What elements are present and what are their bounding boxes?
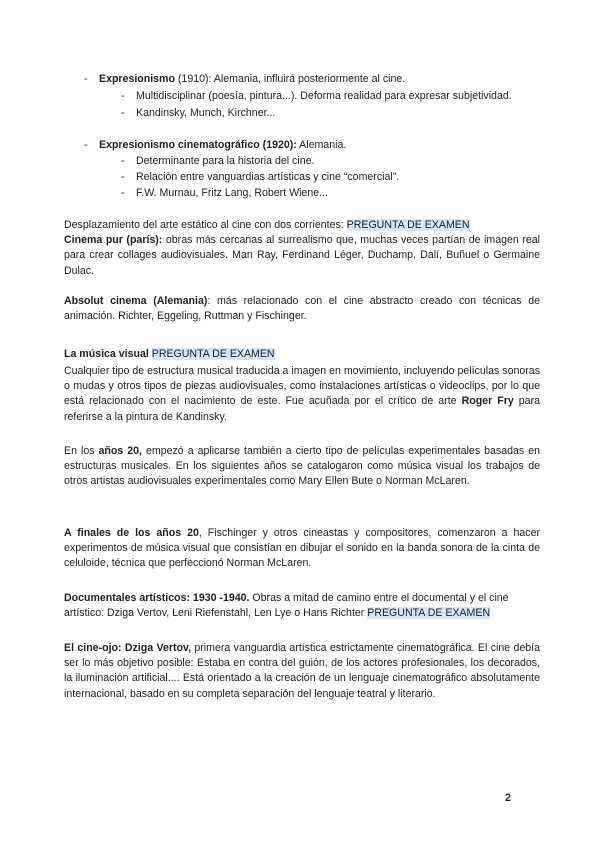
sub-item-text: Relación entre vanguardias artísticas y cine “comercial”. [136, 171, 400, 183]
paragraph-absolut-cinema [64, 294, 540, 324]
expresionismo-title: Expresionismo [99, 73, 175, 85]
paragraph-cine-ojo: El cine-ojo: Dziga Vertov, primera vanguardia artística estrictamente cinematográfica. El cine debía ser lo más objetivo posible: Estaba en contra del guión, de los actores profesionales, los decorados, la iluminación artificial.... Está orientado a la creación de un lenguaje cinematográfico absolutamente internacional, basado en su completa separación del lenguaje teatral y literario. [64, 642, 540, 700]
paragraph-anos-20: En los años 20, empezó a aplicarse también a cierto tipo de películas experimentales basadas en estructuras musicales. En los siguientes años se catalogaron como música visual los trabajos de otros artistas audiovisuales experimentales como Mary Ellen Bute o Norman McLaren. [64, 445, 540, 488]
list-dash: - [84, 73, 88, 85]
expresionismo-cine-title: Expresionismo cinematográfico (1920): [99, 139, 297, 151]
musica-visual-heading: La música visual [64, 348, 149, 360]
sub-item-text: F.W. Murnau, Fritz Lang, Robert Wiene... [136, 187, 328, 199]
paragraph-finales-20: A finales de los años 20, Fischinger y otros cineastas y compositores, comenzaron a hacer experimentos de música visual que consistían en dibujar el sonido en la banda sonora de la cinta de celuloide, técnica que perfeccionó Norman McLaren. [64, 527, 540, 570]
documentales-bold: Documentales artísticos: 1930 -1940. [64, 592, 250, 604]
desplazamiento-text: Desplazamiento del arte estático al cine con dos corrientes: [64, 219, 347, 231]
paragraph-documentales: Documentales artísticos: 1930 -1940. Obras a mitad de camino entre el documental y el cine artístico: Dziga Vertov, Leni Riefenstahl, Len Lye o Hans Richter PREGUNTA DE EXAMEN [64, 592, 509, 620]
finales-20-bold: A finales de los años 20 [64, 527, 199, 539]
paragraph-musica-visual: Cualquier tipo de estructura musical traducida a imagen en movimiento, incluyendo películas sonoras o mudas y otros tipos de piezas audiovisuales, como instalaciones artísticas o videoclips, por lo que está relacionado con el nacimiento de este. Fue acuñada por el crítico de arte Roger Fry para referirse a la pintura de Kandinsky. [64, 365, 540, 423]
exam-tag: PREGUNTA DE EXAMEN [367, 607, 491, 620]
sub-item-text: Determinante para la historia del cine. [136, 155, 315, 167]
heading-musica-visual [64, 347, 540, 362]
exam-tag: PREGUNTA DE EXAMEN [346, 219, 470, 231]
page-number: 2 [505, 792, 511, 804]
sub-item-text: Kandinsky, Munch, Kirchner... [136, 107, 276, 119]
cinema-pur-title: Cinema pur (parís): [64, 234, 163, 247]
cinema-pur-text: obras más cercanas al surrealismo que, muchas veces partían de imagen real para crear collages audiovisuales. Man Ray, Ferdinand Léger, Duchamp, Dalí, Buñuel o Germaine Dulac. [64, 234, 541, 277]
document-page: - Expresionismo (1910): Alemania, influirá posteriormente al cine. - Multidisciplinar (poesía, pintura...). Deforma realidad para expresar subjetividad. - Kandinsky, Munch, Kirchner... - Expresionismo cinematográfico (1920): Alemania. - Determinante para la historia del cine. - Relación entre vanguardias artísticas y cine “comercial”. - F.W. Murnau, Fritz Lang, Robert Wiene... Desplazamiento del arte estático al cine con dos corrientes: PREGUNTA DE EXAMEN Cinema pur (parís): obras más cercanas al surrealismo que, muchas veces partían de imagen real para crear collages audiovisuales. Man Ray, Ferdinand Léger, Duchamp, Dalí, Buñuel o Germaine Dulac. Absolut cinema (Alemania): más relacionado con el cine abstracto creado con técnicas de animación. Richter, Eggeling, Ruttman y Fischinger. La música visual PREGUNTA DE EXAMEN Cualquier tipo de estructura musical traducida a imagen en movimiento, incluyendo películas sonoras o mudas y otros tipos de piezas audiovisuales, como instalaciones artísticas o videoclips, por lo que está relacionado con el nacimiento de este. Fue acuñada por el crítico de arte Roger Fry para referirse a la pintura de Kandinsky. En los años 20, empezó a aplicarse también a cierto tipo de películas experimentales basadas en estructuras musicales. En los siguientes años se catalogaron como música visual los trabajos de otros artistas audiovisuales experimentales como Mary Ellen Bute o Norman McLaren. A finales de los años 20, Fischinger y otros cineastas y compositores, comenzaron a hacer experimentos de música visual que consistían en dibujar el sonido en la banda sonora de la cinta de celuloide, técnica que perfeccionó Norman McLaren. Documentales artísticos: 1930 -1940. Obras a mitad de camino entre el documental y el cine artístico: Dziga Vertov, Leni Riefenstahl, Len Lye o Hans Richter PREGUNTA DE EXAMEN El cine-ojo: Dziga Vertov, primera vanguardia artística estrictamente cinematográfica. El cine debía ser lo más objetivo posible: Estaba en contra del guión, de los actores profesionales, los decorados, la iluminación artificial.... Está orientado a la creación de un lenguaje cinematográfico absolutamente internacional, basado en su completa separación del lenguaje teatral y literario. 2 [0, 0, 600, 848]
absolut-cinema-title: Absolut cinema (Alemania) [64, 295, 208, 307]
cine-ojo-bold: El cine-ojo: Dziga Vertov, [64, 642, 192, 654]
expresionismo-cine-text: Alemania. [296, 139, 347, 151]
roger-fry: Roger Fry [461, 395, 514, 408]
expresionismo-text: (1910): Alemania, influirá posteriormente al cine. [174, 73, 406, 85]
list-dash: - [84, 139, 88, 151]
exam-tag: PREGUNTA DE EXAMEN [151, 348, 275, 360]
absolut-cinema-text: : más relacionado con el cine abstracto creado con técnicas de animación. Richter, Eggeling, Ruttman y Fischinger. [64, 295, 540, 323]
paragraph-cinema-pur [64, 218, 540, 279]
anos-20-bold: años 20, [98, 445, 142, 457]
sub-item-text: Multidisciplinar (poesía, pintura...). Deforma realidad para expresar subjetividad. [136, 90, 512, 102]
